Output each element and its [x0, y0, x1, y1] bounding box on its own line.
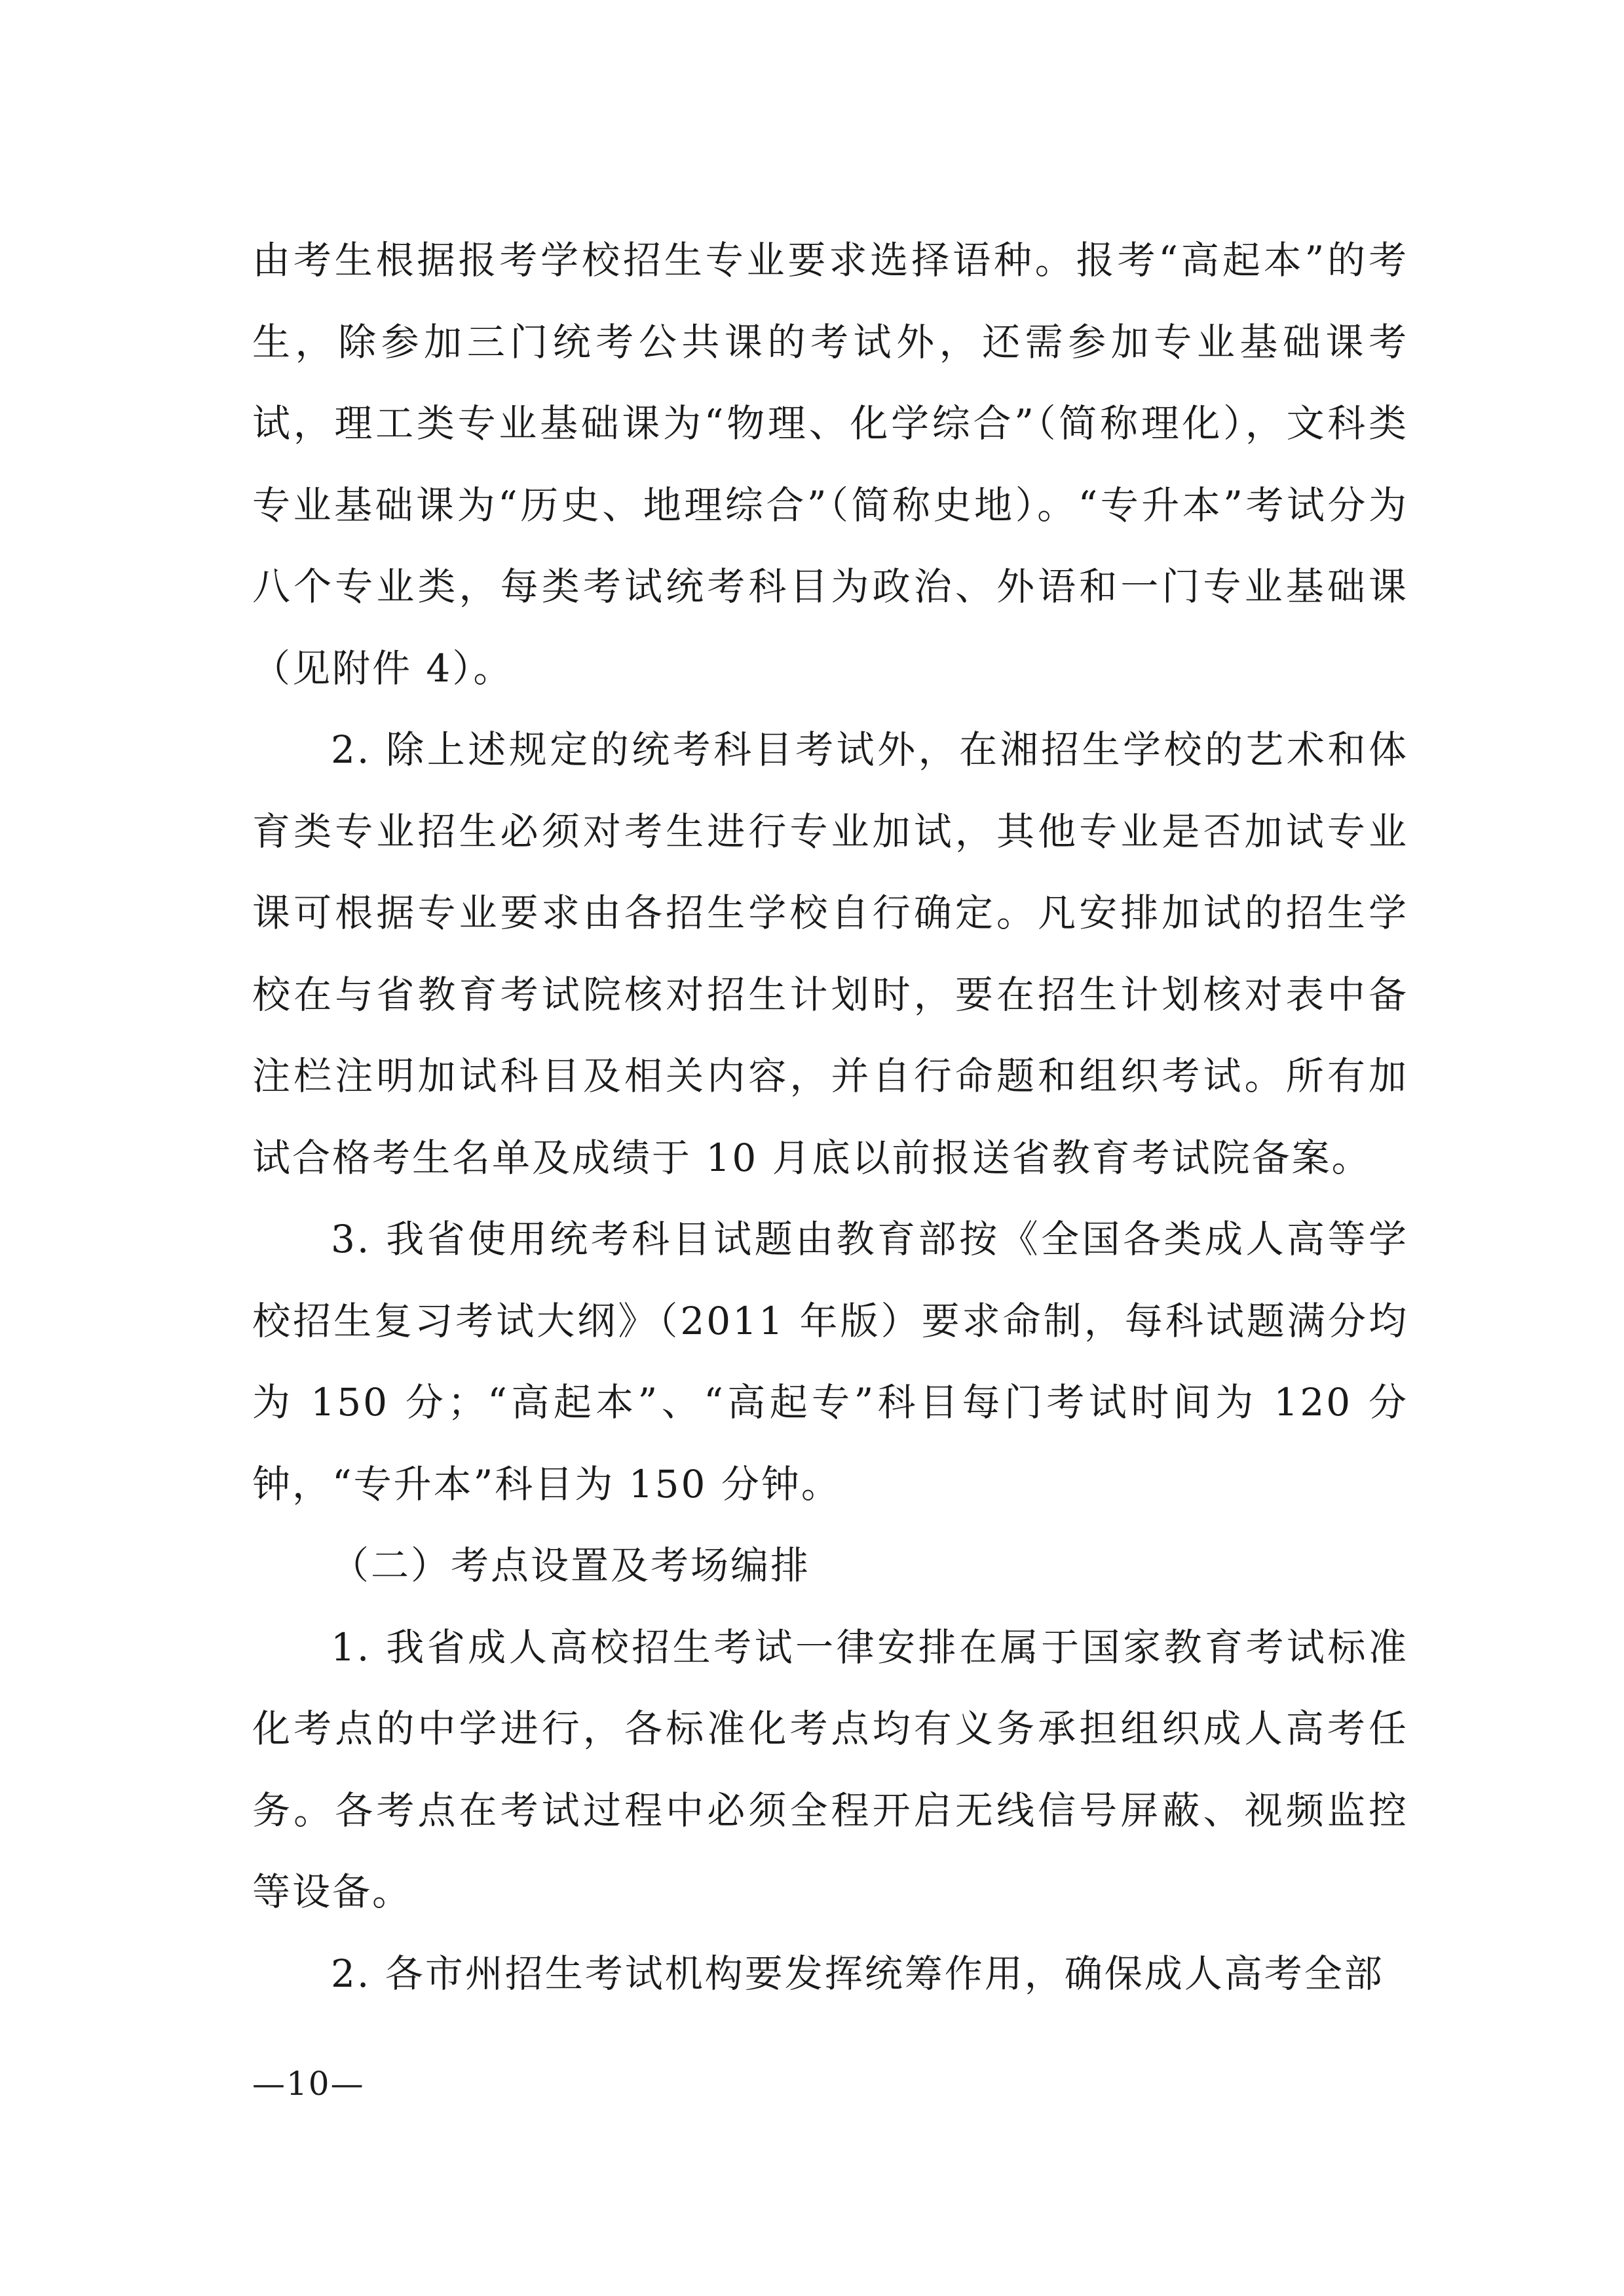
paragraph-language-choice: 由考生根据报考学校招生专业要求选择语种。报考“高起本”的考生，除参加三门统考公共课的考试外，还需参加专业基础课考试，理工类专业基础课为“物理、化学综合”（简称理化），文科类专业基础课为“历史、地理综合”（简称史地）。“专升本”考试分为八个专业类，每类考试统考科目为政治、外语和一门专业基础课（见附件 4）。: [252, 238, 1408, 691]
section-heading: （二）考点设置及考场编排: [331, 1543, 811, 1588]
page-number: —10—: [252, 2065, 365, 2103]
paragraph-extra-exams: 2. 除上述规定的统考科目考试外，在湘招生学校的艺术和体育类专业招生必须对考生进行专业加试，其他专业是否加试专业课可根据专业要求由各招生学校自行确定。凡安排加试的招生学校在与省教育考试院核对招生计划时，要在招生计划核对表中备注栏注明加试科目及相关内容，并自行命题和组织考试。所有加试合格考生名单及成绩于 10 月底以前报送省教育考试院备案。: [252, 727, 1408, 1180]
paragraph-exam-sites: 1. 我省成人高校招生考试一律安排在属于国家教育考试标准化考点的中学进行，各标准化考点均有义务承担组织成人高考任务。各考点在考试过程中必须全程开启无线信号屏蔽、视频监控等设备。: [252, 1624, 1408, 1914]
document-body: [252, 220, 1408, 2014]
paragraph-coordination: 2. 各市州招生考试机构要发挥统筹作用，确保成人高考全部: [331, 1951, 1384, 1996]
paragraph-exam-papers: 3. 我省使用统考科目试题由教育部按《全国各类成人高等学校招生复习考试大纲》（2011 年版）要求命制，每科试题满分均为 150 分；“高起本”、“高起专”科目每门考试时间为 120 分钟，“专升本”科目为 150 分钟。: [252, 1217, 1408, 1506]
